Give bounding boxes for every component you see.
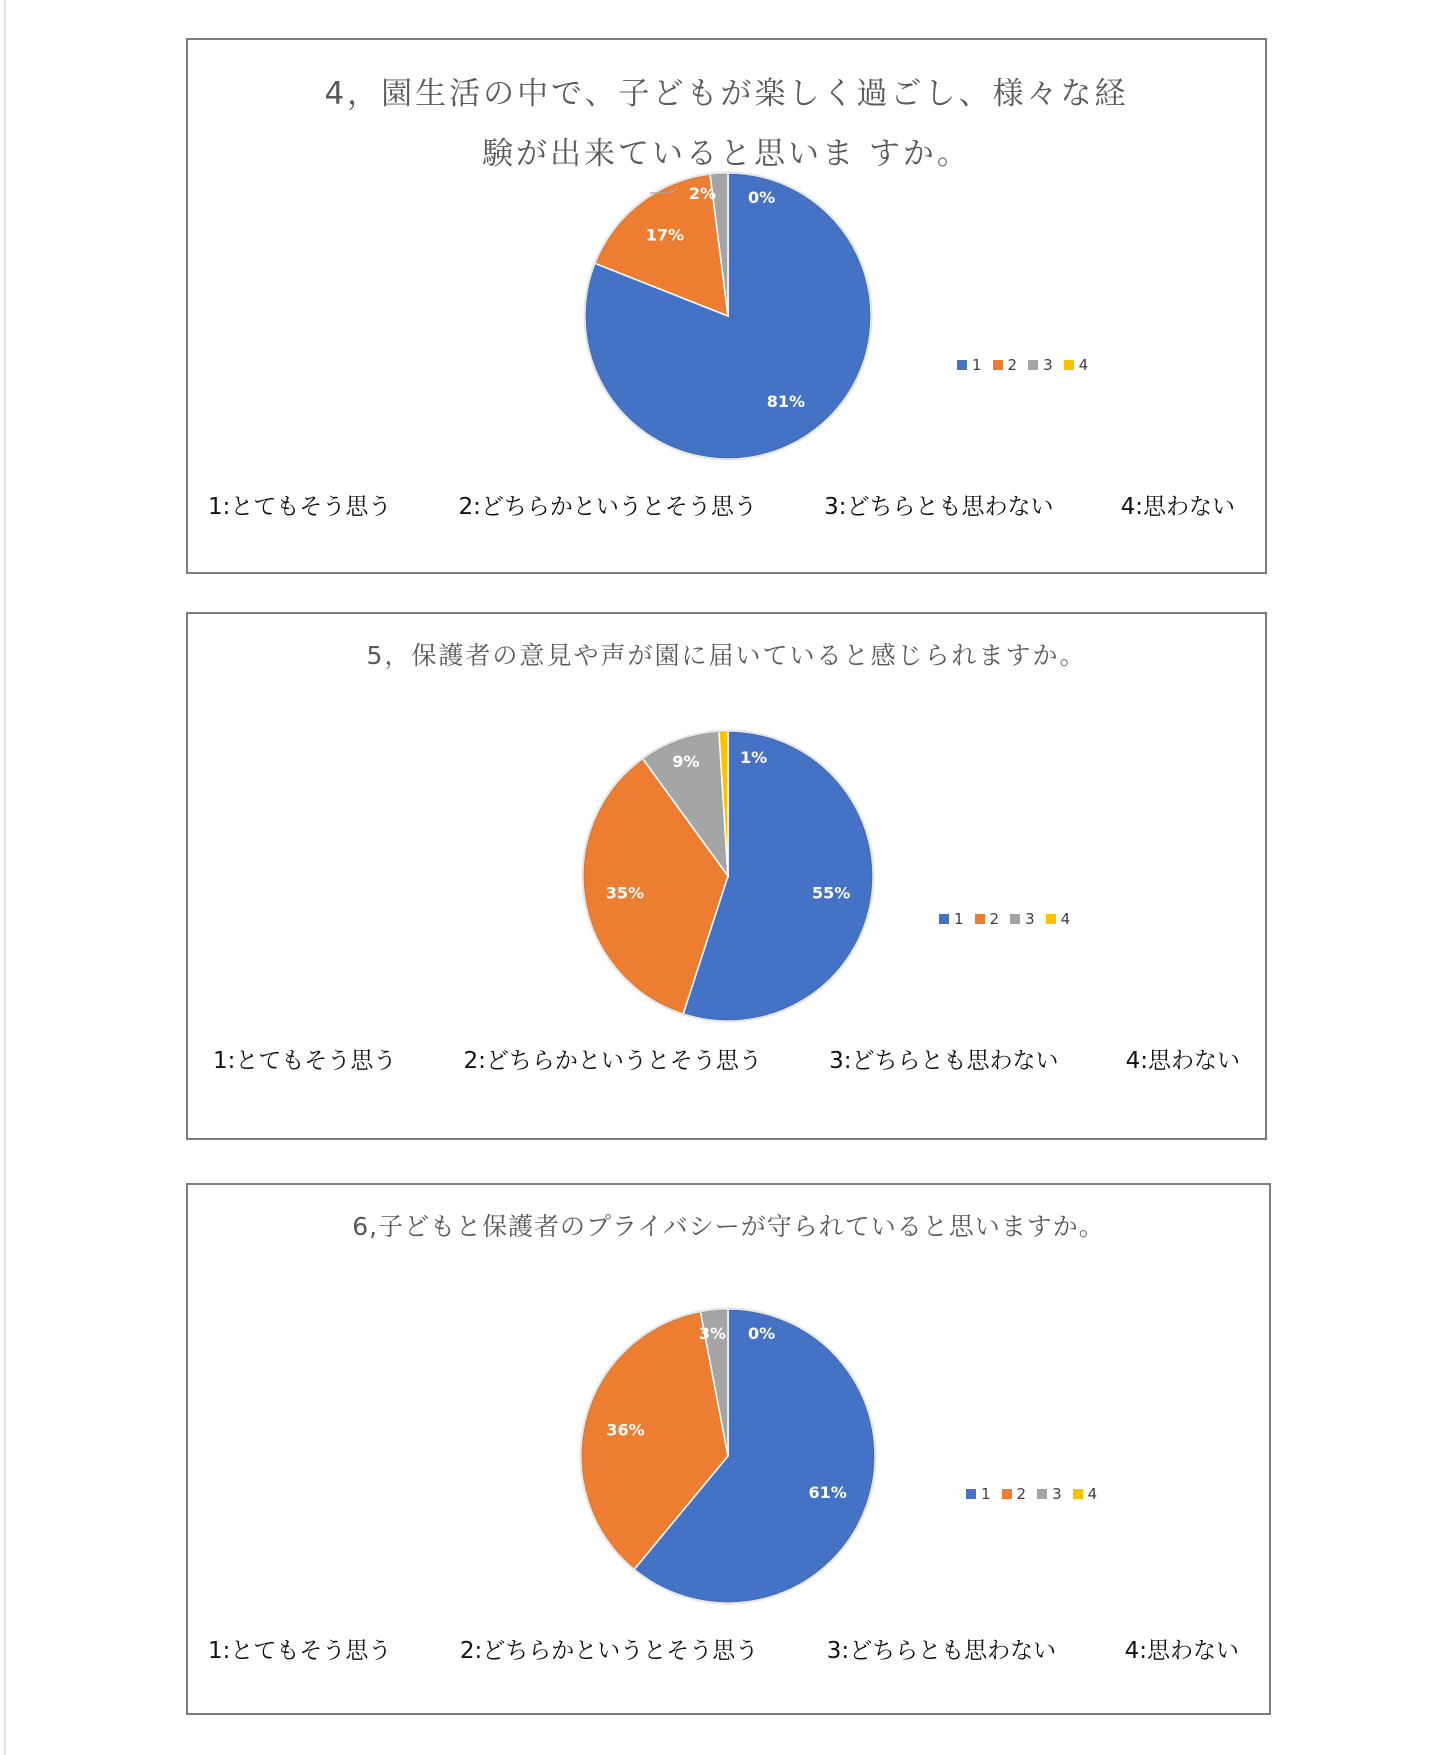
data-label-3: 3% [698, 1324, 726, 1343]
scale-label-1: 1:とてもそう思う [213, 1048, 397, 1074]
chart-legend [939, 910, 1070, 928]
scale-label-2: 2:どちらかというとそう思う [459, 1638, 759, 1664]
scale-label-4: 4:思わない [1125, 1048, 1240, 1074]
legend-item-3: 3 [1028, 356, 1053, 374]
data-label-2: 35% [605, 883, 645, 903]
scale-label-3: 3:どちらとも思わない [826, 1638, 1057, 1664]
legend-item-2: 2 [1002, 1485, 1027, 1503]
legend-swatch-1 [966, 1489, 976, 1499]
data-label-1: 81% [766, 392, 806, 412]
legend-item-2: 2 [975, 910, 1000, 928]
chart-title: 5，保護者の意見や声が園に届いていると感じられますか。 [366, 641, 1087, 670]
data-label-4: 0% [748, 188, 776, 207]
data-label-1: 55% [811, 883, 851, 903]
chart-legend [966, 1485, 1097, 1503]
legend-item-4: 4 [1046, 910, 1071, 928]
scale-label-4: 4:思わない [1124, 1638, 1239, 1664]
legend-swatch-4 [1073, 1489, 1083, 1499]
legend-swatch-2 [993, 360, 1003, 370]
scale-label-1: 1:とてもそう思う [208, 1638, 392, 1664]
data-label-3: 2% [688, 184, 716, 203]
data-label-2: 36% [606, 1420, 645, 1440]
data-label-3: 9% [672, 752, 700, 771]
legend-item-2: 2 [993, 356, 1018, 374]
scale-label-1: 1:とてもそう思う [208, 494, 392, 520]
scale-label-2: 2:どちらかというとそう思う [458, 494, 757, 520]
legend-swatch-3 [1037, 1489, 1047, 1499]
scale-label-2: 2:どちらかというとそう思う [463, 1048, 762, 1074]
data-label-1: 61% [808, 1482, 847, 1502]
scale-label-3: 3:どちらとも思わない [829, 1048, 1059, 1074]
legend-item-4: 4 [1073, 1485, 1098, 1503]
legend-item-3: 3 [1010, 910, 1035, 928]
chart-panel-q5 [186, 612, 1267, 1140]
scale-label-4: 4:思わない [1120, 494, 1235, 520]
legend-item-3: 3 [1037, 1485, 1062, 1503]
legend-swatch-2 [975, 914, 985, 924]
legend-swatch-1 [957, 360, 967, 370]
chart-title: 4，園生活の中で、子どもが楽しく過ごし、様々な経 験が出来ていると思いま すか。 [324, 76, 1129, 172]
legend-swatch-4 [1046, 914, 1056, 924]
data-label-4: 1% [740, 748, 768, 767]
page-left-rule [4, 0, 6, 1755]
legend-swatch-2 [1002, 1489, 1012, 1499]
legend-item-1: 1 [966, 1485, 991, 1503]
chart-legend [957, 356, 1088, 374]
data-label-2: 17% [645, 225, 685, 245]
answer-scale [208, 1632, 1239, 1665]
chart-panel-q6 [186, 1183, 1271, 1715]
answer-scale [208, 488, 1235, 521]
data-label-4: 0% [748, 1324, 776, 1343]
legend-item-4: 4 [1064, 356, 1089, 374]
legend-swatch-3 [1028, 360, 1038, 370]
chart-panel-q4 [186, 38, 1267, 574]
legend-swatch-3 [1010, 914, 1020, 924]
chart-title: 6,子どもと保護者のプライバシーが守られていると思いますか。 [352, 1212, 1105, 1241]
answer-scale [213, 1042, 1240, 1075]
scale-label-3: 3:どちらとも思わない [824, 494, 1054, 520]
legend-item-1: 1 [957, 356, 982, 374]
legend-swatch-4 [1064, 360, 1074, 370]
legend-swatch-1 [939, 914, 949, 924]
legend-item-1: 1 [939, 910, 964, 928]
